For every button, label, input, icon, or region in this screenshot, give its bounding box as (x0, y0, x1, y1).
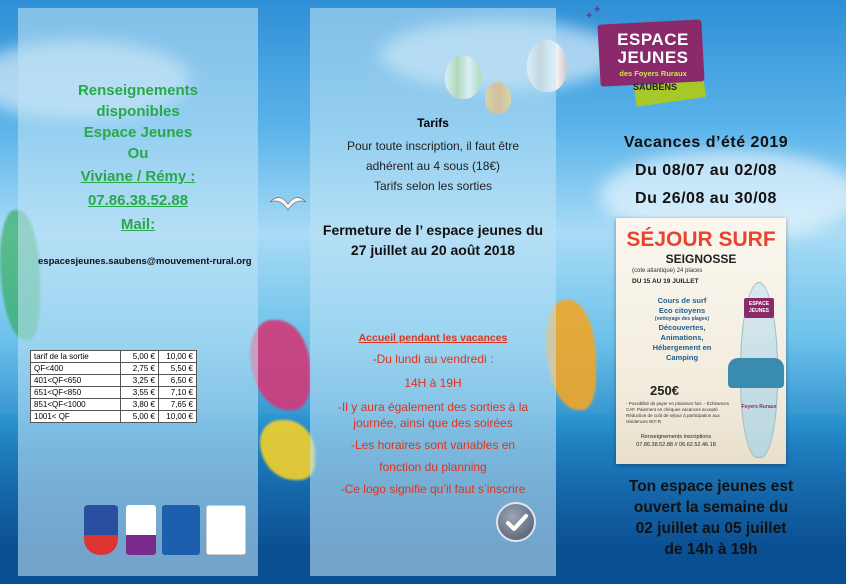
surf-trip-poster (616, 218, 786, 464)
table-row (31, 375, 197, 387)
accueil-title: Accueil pendant les vacances (358, 332, 508, 344)
caf-logo-icon (162, 505, 200, 555)
table-cell: 2,75 € (121, 363, 159, 375)
poster-activities (632, 296, 732, 363)
info-line: Espace Jeunes (83, 124, 193, 141)
closure-notice (310, 220, 556, 260)
info-line: Renseignements (77, 82, 199, 99)
opening-line: 02 juillet au 05 juillet (635, 520, 787, 537)
activity-line: Hébergement en (652, 343, 712, 352)
table-cell: 1001< QF (31, 411, 121, 423)
opening-line: ouvert la semaine du (633, 499, 789, 516)
info-line: disponibles (96, 103, 180, 120)
color-splash (250, 320, 310, 410)
table-cell: 6,50 € (159, 375, 197, 387)
closure-line: Fermeture de l’ espace jeunes du (322, 222, 544, 238)
opening-line: de 14h à 19h (664, 541, 758, 558)
table-cell: QF<400 (31, 363, 121, 375)
seagull-icon (268, 188, 308, 218)
poster-meta: (cote atlantique) 24 places (632, 268, 703, 274)
table-row (31, 387, 197, 399)
tarifs-line: Tarifs selon les sorties (373, 179, 493, 193)
activity-line: Camping (665, 353, 699, 362)
poster-subtitle: SEIGNOSSE (665, 252, 737, 266)
haute-garonne-logo-icon (126, 505, 156, 555)
board-logo-line: JEUNES (748, 308, 769, 314)
table-cell: 3,80 € (121, 399, 159, 411)
table-cell: 851<QF<1000 (31, 399, 121, 411)
contact-phone[interactable]: 07.86.38.52.88 (87, 192, 189, 209)
table-cell: 3,55 € (121, 387, 159, 399)
table-cell: 10,00 € (159, 411, 197, 423)
van-illustration (728, 358, 784, 388)
opening-line: Ton espace jeunes est (628, 478, 794, 495)
tarifs-text (310, 136, 556, 196)
table-cell: 401<QF<650 (31, 375, 121, 387)
accueil-line: -Ce logo signifie qu’il faut s’inscrire (340, 482, 526, 496)
brand-logo-line: ESPACE (617, 30, 689, 49)
poster-dates: DU 15 AU 19 JUILLET (632, 278, 699, 285)
closure-line: 27 juillet au 20 août 2018 (350, 242, 516, 258)
info-line: Ou (127, 145, 149, 162)
table-cell: tarif de la sortie (31, 351, 121, 363)
brand-logo-line: JEUNES (617, 48, 689, 67)
email-address[interactable]: espacesjeunes.saubens@mouvement-rural.org (38, 256, 252, 267)
accueil-line: -Il y aura également des sorties à la (337, 400, 529, 414)
accueil-line: journée, ainsi que des soirées (353, 416, 513, 430)
mail-label: Mail: (120, 216, 156, 233)
activity-line: Découvertes, (658, 323, 706, 332)
table-row (31, 399, 197, 411)
poster-title: SÉJOUR SURF (626, 228, 776, 251)
table-cell: 651<QF<850 (31, 387, 121, 399)
activity-line: Cours de surf (657, 296, 707, 305)
table-row (31, 411, 197, 423)
dates-line: Du 26/08 au 30/08 (635, 190, 777, 207)
tarifs-line: Pour toute inscription, il faut être (346, 139, 520, 153)
table-cell: 10,00 € (159, 351, 197, 363)
poster-price: 250€ (650, 383, 679, 398)
tarifs-table (30, 350, 197, 423)
checkmark-icon (496, 502, 536, 542)
brand-logo-line: des Foyers Ruraux (619, 69, 687, 78)
activity-line: Eco citoyens (658, 306, 706, 315)
plus-icon: + (594, 4, 601, 16)
board-logo-line: ESPACE (748, 301, 770, 307)
contact-names: Viviane / Rémy : (80, 168, 196, 185)
saubens-crest-icon (84, 505, 118, 555)
board-footer: Foyers Ruraux (741, 404, 777, 410)
activity-line: (nettoyage des plages) (654, 316, 710, 322)
tarifs-line: adhérent au 4 sous (18€) (365, 159, 501, 173)
tarifs-title: Tarifs (417, 116, 449, 130)
table-cell: 5,00 € (121, 411, 159, 423)
table-row (31, 363, 197, 375)
poster-contact: 07.86.38.52.88 // 06.62.52.46.18 (636, 442, 716, 448)
board-logo (744, 298, 774, 318)
plus-icon: + (586, 10, 593, 22)
poster-fine-print: - Possibilité de payer en plusieurs fois. - Échéances CAF. Paiement en chèques vacances accepté. Réduction de coût de séjour à participation aux résidences W.F.R. (626, 401, 730, 424)
brand-place: SAUBENS (633, 82, 678, 92)
activity-line: Animations, (660, 333, 704, 342)
table-row (31, 351, 197, 363)
accueil-line: fonction du planning (379, 460, 487, 474)
table-cell: 3,25 € (121, 375, 159, 387)
accueil-line: -Du lundi au vendredi : (372, 352, 494, 366)
accueil-line: -Les horaires sont variables en (350, 438, 516, 452)
info-block (18, 80, 258, 164)
poster-contact-title: Renseignements inscriptions (640, 434, 712, 440)
accueil-line: 14H à 19H (404, 376, 462, 390)
dates-line: Du 08/07 au 02/08 (635, 162, 777, 179)
table-cell: 7,10 € (159, 387, 197, 399)
table-cell: 5,50 € (159, 363, 197, 375)
table-cell: 5,00 € (121, 351, 159, 363)
table-cell: 7,65 € (159, 399, 197, 411)
dates-heading: Vacances d’été 2019 (623, 134, 789, 151)
prefecture-logo-icon (206, 505, 246, 555)
